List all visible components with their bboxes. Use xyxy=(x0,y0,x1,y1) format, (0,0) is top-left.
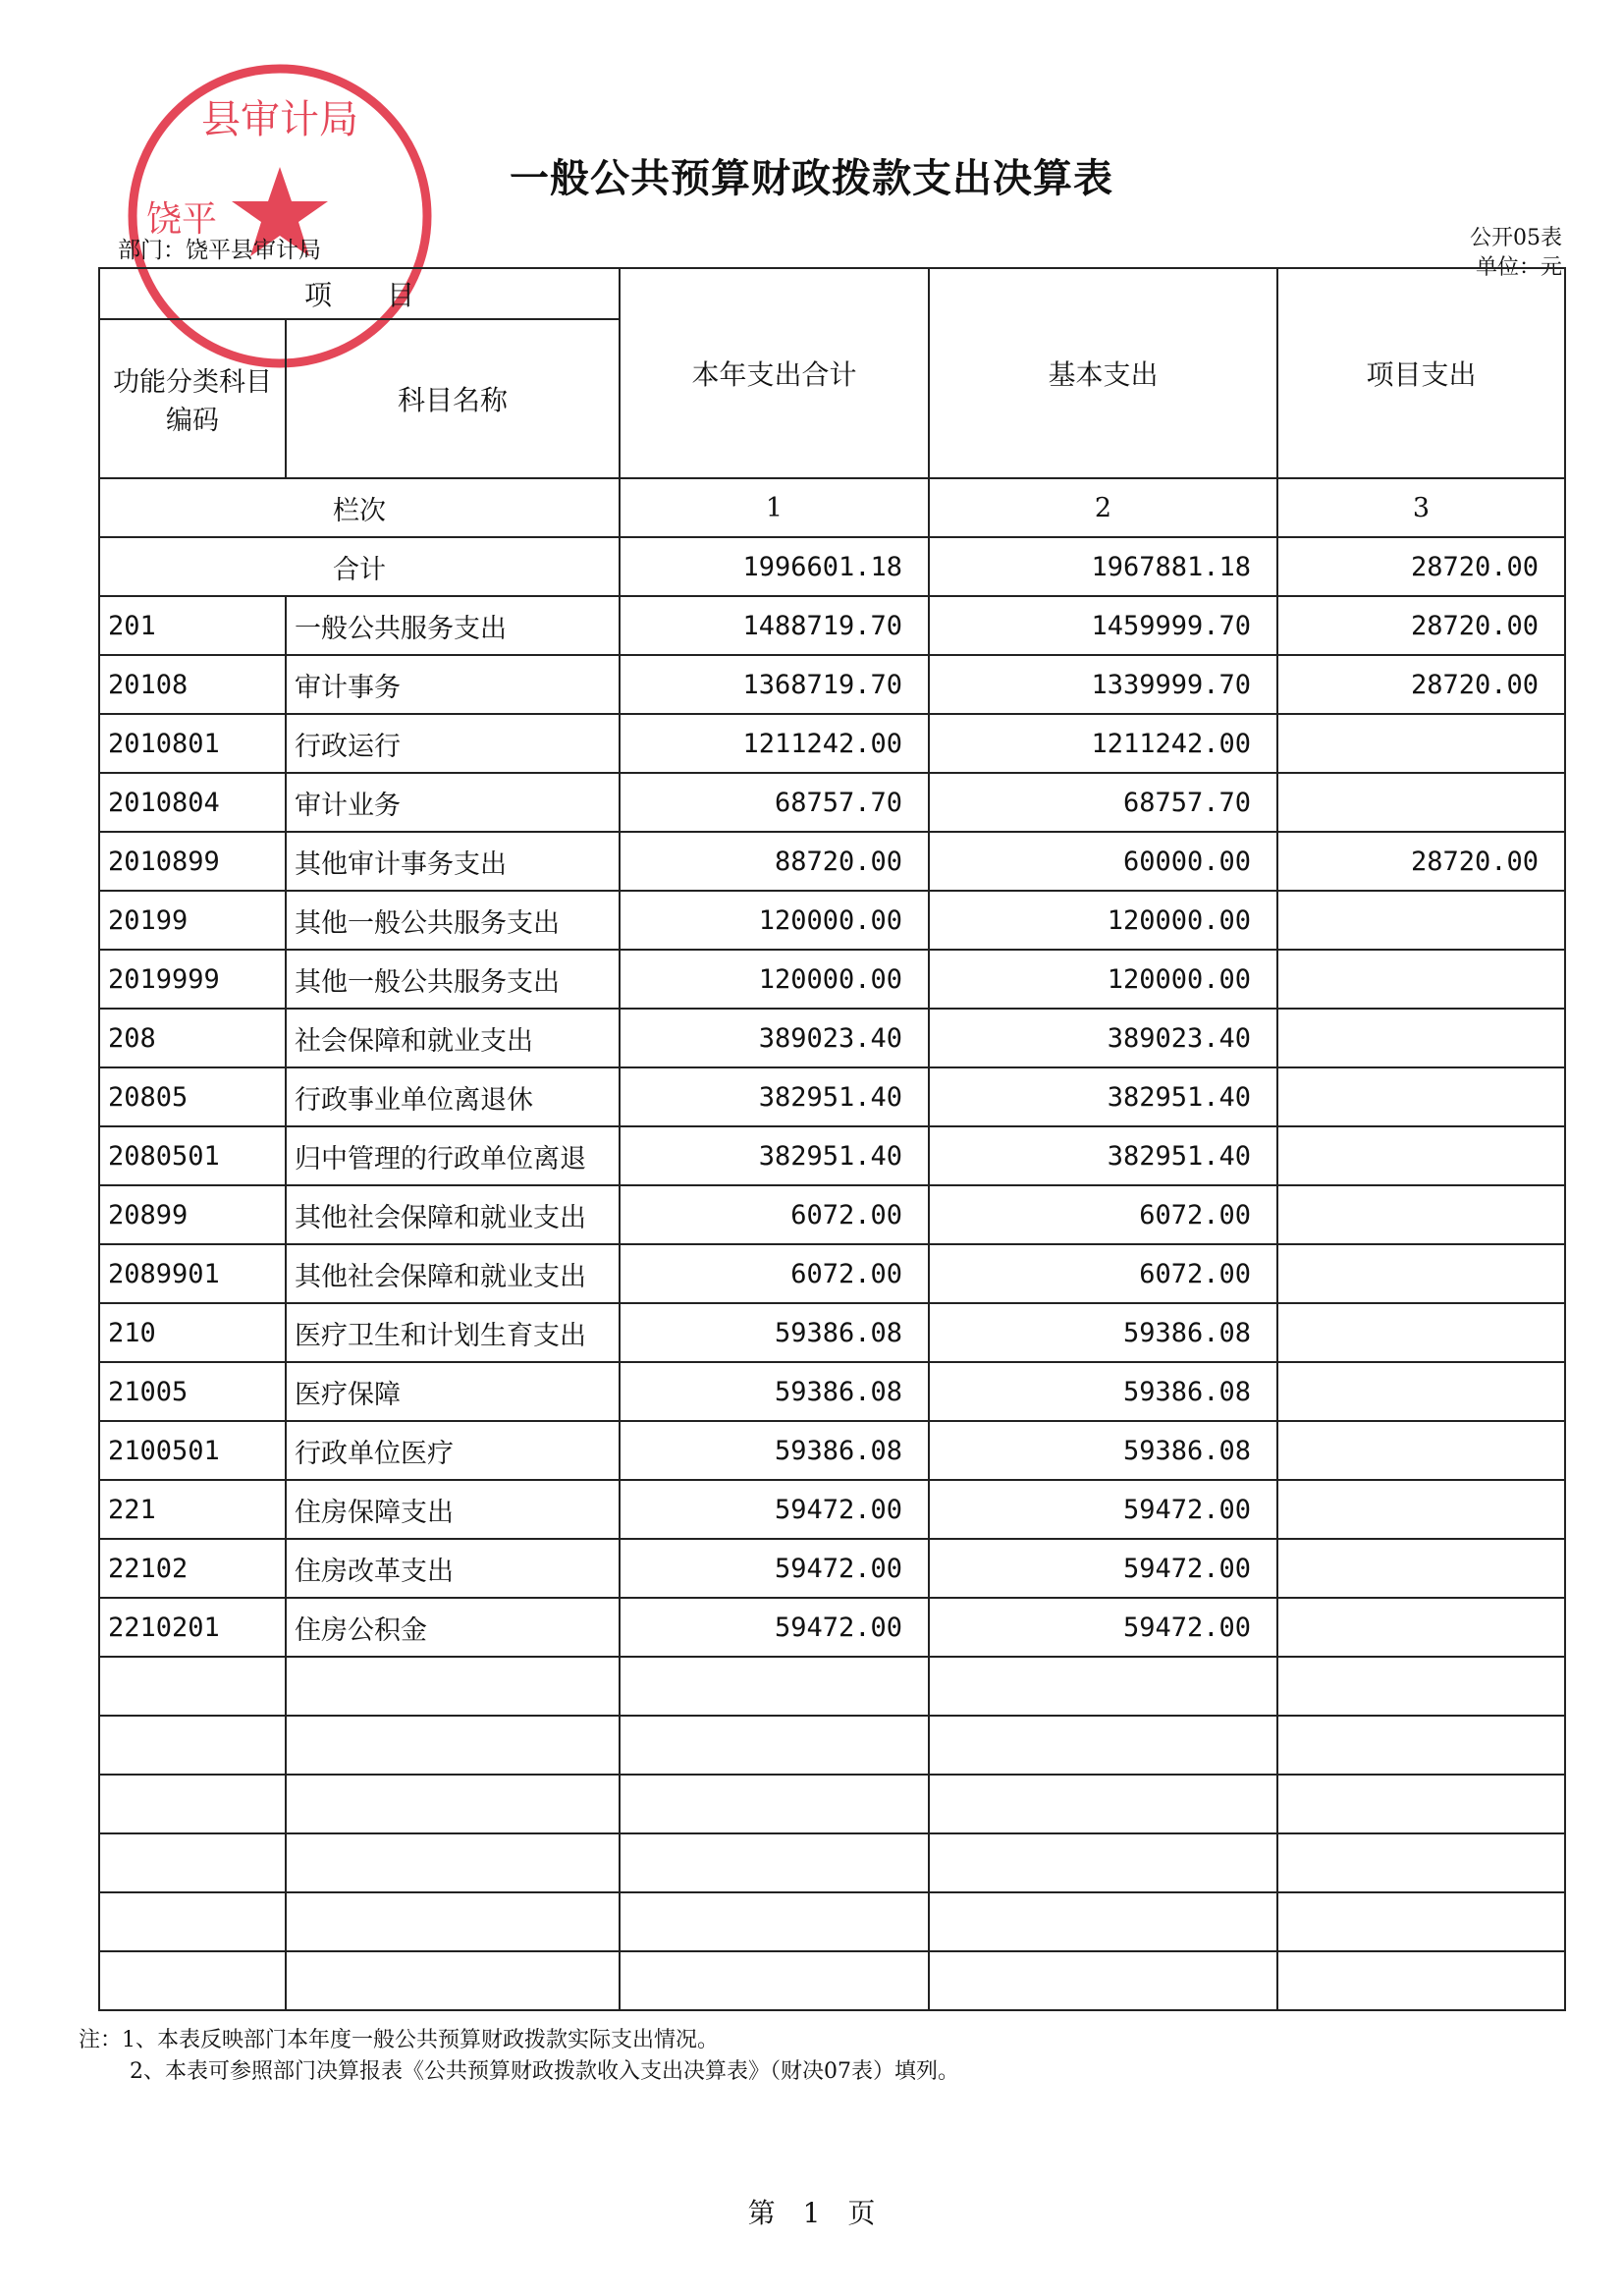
row-name: 其他一般公共服务支出 xyxy=(286,950,620,1009)
row-c3 xyxy=(1277,950,1565,1009)
svg-text:饶平: 饶平 xyxy=(145,199,218,240)
row-c1: 59472.00 xyxy=(620,1480,929,1539)
row-c3 xyxy=(1277,1598,1565,1657)
row-c3 xyxy=(1277,1009,1565,1067)
header-code: 功能分类科目编码 xyxy=(99,319,286,478)
header-col2: 基本支出 xyxy=(929,268,1277,478)
row-c3 xyxy=(1277,1303,1565,1362)
row-code: 20199 xyxy=(99,891,286,950)
total-c1: 1996601.18 xyxy=(620,537,929,596)
table-row xyxy=(99,832,1565,891)
row-name: 一般公共服务支出 xyxy=(286,596,620,655)
row-c2: 1459999.70 xyxy=(929,596,1277,655)
row-c2: 382951.40 xyxy=(929,1126,1277,1185)
blank-row xyxy=(99,1716,1565,1775)
row-name: 行政事业单位离退休 xyxy=(286,1067,620,1126)
row-c1: 59386.08 xyxy=(620,1303,929,1362)
row-c2: 59386.08 xyxy=(929,1421,1277,1480)
header-item: 项 目 xyxy=(99,268,620,319)
table-row xyxy=(99,1362,1565,1421)
row-c2: 6072.00 xyxy=(929,1185,1277,1244)
row-code: 20108 xyxy=(99,655,286,714)
row-c3 xyxy=(1277,1185,1565,1244)
table-row xyxy=(99,891,1565,950)
table-row xyxy=(99,655,1565,714)
blank-row xyxy=(99,1951,1565,2010)
page-title: 一般公共预算财政拨款支出决算表 xyxy=(510,155,1113,201)
row-name: 住房公积金 xyxy=(286,1598,620,1657)
row-c3 xyxy=(1277,1421,1565,1480)
row-c1: 6072.00 xyxy=(620,1185,929,1244)
row-c1: 382951.40 xyxy=(620,1126,929,1185)
row-code: 2010899 xyxy=(99,832,286,891)
row-c3 xyxy=(1277,1539,1565,1598)
row-name: 其他一般公共服务支出 xyxy=(286,891,620,950)
row-name: 归中管理的行政单位离退 xyxy=(286,1126,620,1185)
column-index-2: 2 xyxy=(929,478,1277,537)
row-c3: 28720.00 xyxy=(1277,832,1565,891)
row-name: 其他社会保障和就业支出 xyxy=(286,1244,620,1303)
total-label: 合计 xyxy=(99,537,620,596)
note-1: 注：1、本表反映部门本年度一般公共预算财政拨款实际支出情况。 xyxy=(79,2028,719,2052)
row-c1: 59472.00 xyxy=(620,1598,929,1657)
table-row xyxy=(99,1067,1565,1126)
row-c1: 59386.08 xyxy=(620,1421,929,1480)
row-c3 xyxy=(1277,1067,1565,1126)
table-row xyxy=(99,1539,1565,1598)
row-c3 xyxy=(1277,714,1565,773)
header-col1: 本年支出合计 xyxy=(620,268,929,478)
header-name: 科目名称 xyxy=(286,319,620,478)
table-row xyxy=(99,1126,1565,1185)
svg-text:县审计局: 县审计局 xyxy=(201,97,358,142)
row-c1: 120000.00 xyxy=(620,891,929,950)
row-c2: 1339999.70 xyxy=(929,655,1277,714)
table-row xyxy=(99,1303,1565,1362)
row-c2: 68757.70 xyxy=(929,773,1277,832)
row-code: 208 xyxy=(99,1009,286,1067)
row-code: 22102 xyxy=(99,1539,286,1598)
table-row xyxy=(99,1244,1565,1303)
row-c2: 59472.00 xyxy=(929,1539,1277,1598)
unit-label: 单位：元 xyxy=(1475,255,1562,280)
row-c1: 68757.70 xyxy=(620,773,929,832)
total-c3: 28720.00 xyxy=(1277,537,1565,596)
row-c3: 28720.00 xyxy=(1277,596,1565,655)
row-code: 201 xyxy=(99,596,286,655)
blank-row xyxy=(99,1892,1565,1951)
row-c2: 59472.00 xyxy=(929,1480,1277,1539)
header-col3: 项目支出 xyxy=(1277,268,1565,478)
row-c1: 120000.00 xyxy=(620,950,929,1009)
table-row xyxy=(99,1009,1565,1067)
row-c2: 59386.08 xyxy=(929,1303,1277,1362)
row-c1: 88720.00 xyxy=(620,832,929,891)
table-row xyxy=(99,1480,1565,1539)
row-c2: 120000.00 xyxy=(929,891,1277,950)
blank-row xyxy=(99,1775,1565,1833)
table-row xyxy=(99,773,1565,832)
row-c1: 1368719.70 xyxy=(620,655,929,714)
row-code: 21005 xyxy=(99,1362,286,1421)
row-code: 2080501 xyxy=(99,1126,286,1185)
column-index-3: 3 xyxy=(1277,478,1565,537)
row-name: 住房改革支出 xyxy=(286,1539,620,1598)
row-c3: 28720.00 xyxy=(1277,655,1565,714)
row-c2: 6072.00 xyxy=(929,1244,1277,1303)
page-number: 第 1 页 xyxy=(747,2197,876,2229)
table-row xyxy=(99,950,1565,1009)
row-c1: 1488719.70 xyxy=(620,596,929,655)
row-name: 社会保障和就业支出 xyxy=(286,1009,620,1067)
column-index-label: 栏次 xyxy=(99,478,620,537)
row-name: 其他审计事务支出 xyxy=(286,832,620,891)
row-code: 2010801 xyxy=(99,714,286,773)
row-code: 20899 xyxy=(99,1185,286,1244)
row-c3 xyxy=(1277,1126,1565,1185)
row-c2: 120000.00 xyxy=(929,950,1277,1009)
row-c1: 59472.00 xyxy=(620,1539,929,1598)
row-c1: 382951.40 xyxy=(620,1067,929,1126)
table-row xyxy=(99,596,1565,655)
footnotes xyxy=(79,2025,959,2088)
blank-row xyxy=(99,1833,1565,1892)
row-c1: 59386.08 xyxy=(620,1362,929,1421)
row-name: 医疗保障 xyxy=(286,1362,620,1421)
form-number: 公开05表 xyxy=(1470,226,1562,250)
row-code: 2089901 xyxy=(99,1244,286,1303)
row-code: 2019999 xyxy=(99,950,286,1009)
expenditure-table xyxy=(98,267,1566,2011)
row-code: 2210201 xyxy=(99,1598,286,1657)
total-c2: 1967881.18 xyxy=(929,537,1277,596)
table-row xyxy=(99,1598,1565,1657)
row-c3 xyxy=(1277,773,1565,832)
row-name: 住房保障支出 xyxy=(286,1480,620,1539)
row-c2: 1211242.00 xyxy=(929,714,1277,773)
row-c2: 59386.08 xyxy=(929,1362,1277,1421)
row-c3 xyxy=(1277,891,1565,950)
note-2: 2、本表可参照部门决算报表《公共预算财政拨款收入支出决算表》（财决07表）填列。 xyxy=(130,2059,959,2084)
blank-row xyxy=(99,1657,1565,1716)
row-c2: 382951.40 xyxy=(929,1067,1277,1126)
row-code: 210 xyxy=(99,1303,286,1362)
table-row xyxy=(99,1185,1565,1244)
row-name: 其他社会保障和就业支出 xyxy=(286,1185,620,1244)
column-index-1: 1 xyxy=(620,478,929,537)
row-name: 审计业务 xyxy=(286,773,620,832)
row-c3 xyxy=(1277,1480,1565,1539)
row-c1: 389023.40 xyxy=(620,1009,929,1067)
row-name: 审计事务 xyxy=(286,655,620,714)
row-c2: 389023.40 xyxy=(929,1009,1277,1067)
row-code: 20805 xyxy=(99,1067,286,1126)
row-c3 xyxy=(1277,1362,1565,1421)
row-c3 xyxy=(1277,1244,1565,1303)
row-name: 行政运行 xyxy=(286,714,620,773)
row-name: 行政单位医疗 xyxy=(286,1421,620,1480)
row-c2: 60000.00 xyxy=(929,832,1277,891)
table-row xyxy=(99,1421,1565,1480)
department-label: 部门：饶平县审计局 xyxy=(118,238,321,263)
row-code: 2010804 xyxy=(99,773,286,832)
row-name: 医疗卫生和计划生育支出 xyxy=(286,1303,620,1362)
table-row xyxy=(99,714,1565,773)
row-code: 2100501 xyxy=(99,1421,286,1480)
row-c1: 6072.00 xyxy=(620,1244,929,1303)
row-c1: 1211242.00 xyxy=(620,714,929,773)
row-c2: 59472.00 xyxy=(929,1598,1277,1657)
row-code: 221 xyxy=(99,1480,286,1539)
